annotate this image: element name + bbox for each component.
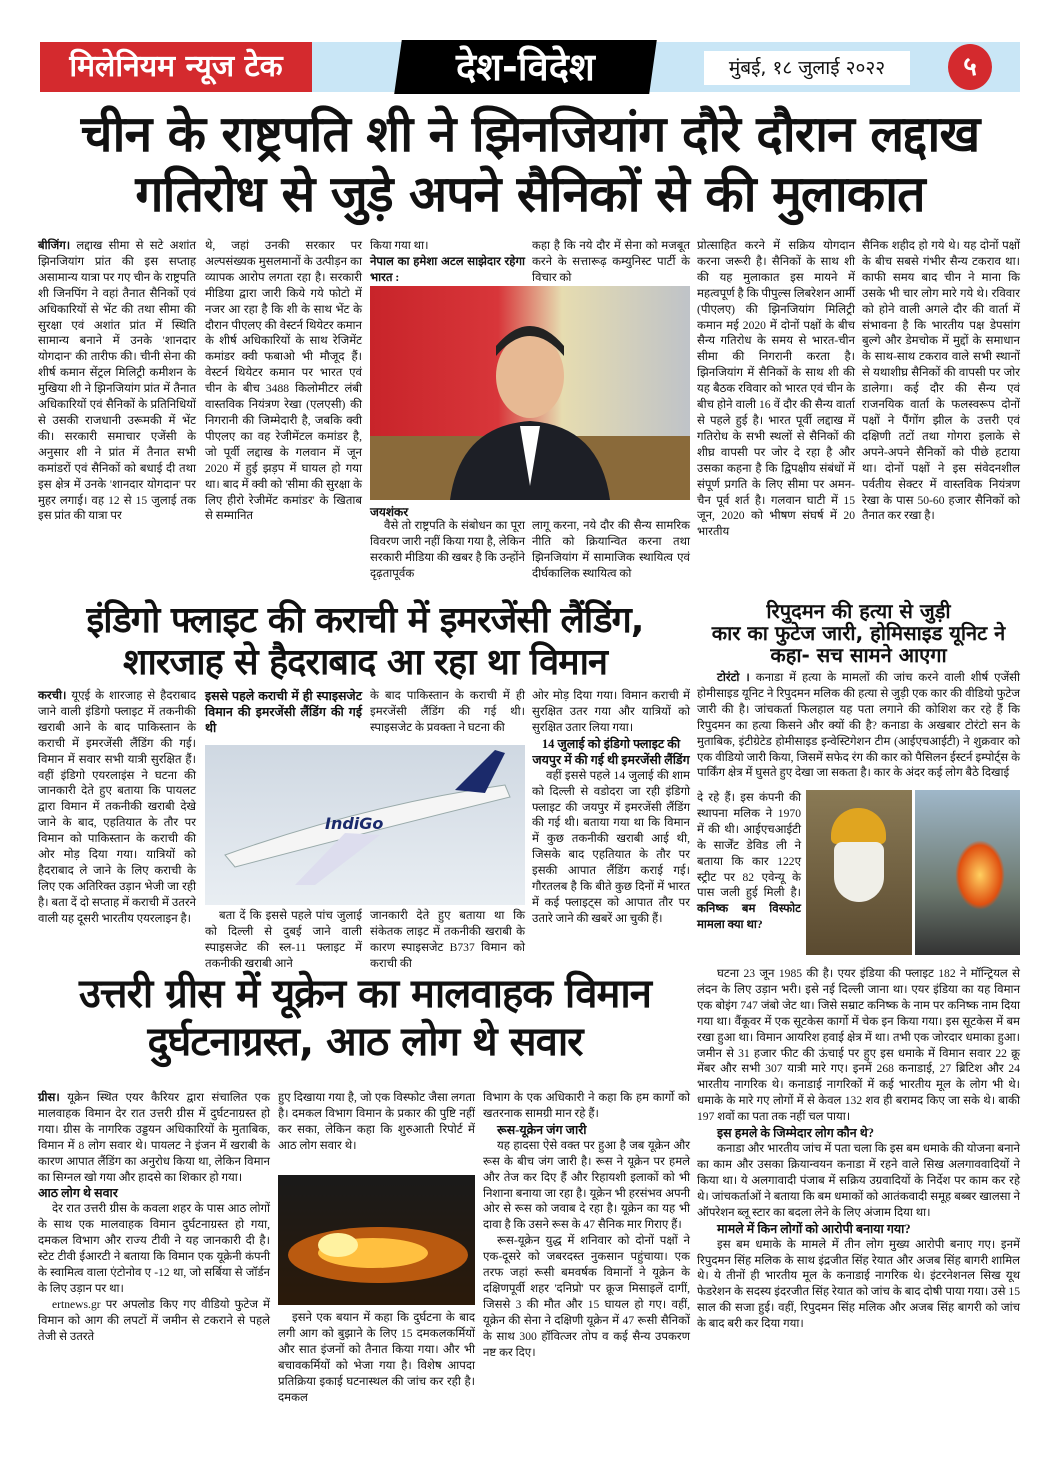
article1-column-1 bbox=[38, 238, 196, 590]
article2-column-1 bbox=[38, 688, 196, 956]
body-text: यूएई के शारजाह से हैदराबाद जाने वाली इंडिगो फ्लाइट में तकनीकी खराबी आने के बाद पाकिस्तान के कराची में इमरजेंसी लैंडिंग की गई। विमान में सवार सभी यात्री सुरक्षित हैं। वहीं इंडिगो एयरलाइंस ने घटना की जानकारी देते हुए बताया कि पायलट द्वारा विमान में तकनीकी खराबी देखे जाने के बाद, एहतियात के तौर पर विमान को पाकिस्तान के कराची की ओर मोड़ दिया गया। यात्रियों को हैदराबाद ले जाने के लिए कराची के लिए एक अतिरिक्त उड़ान भेजी जा रही है। बता दें दो सप्ताह में कराची में उतरने वाली यह दूसरी भारतीय एयरलाइन है। bbox=[38, 689, 197, 925]
subheading: मामले में किन लोगों को आरोपी बनाया गया? bbox=[717, 1221, 911, 1236]
article4-column-2-bottom: इसने एक बयान में कहा कि दुर्घटना के बाद लगी आग को बुझाने के लिए 15 दमकलकर्मियों और सात इंजनों को तैनात किया गया। और भी बचावकर्मियों को भेजा गया है। विशेष आपदा प्रतिक्रिया इकाई घटनास्थल की जांच कर रही है। दमकल bbox=[278, 1311, 475, 1404]
indigo-logo: IndiGo bbox=[325, 814, 384, 833]
headline-line: दुर्घटनाग्रस्त, आठ लोग थे सवार bbox=[147, 1019, 583, 1065]
headline-line: चीन के राष्ट्रपति शी ने झिनजियांग दौरे दौरान लद्दाख bbox=[80, 105, 980, 163]
headline-line: गतिरोध से जुड़े अपने सैनिकों से की मुलाकात bbox=[135, 165, 925, 223]
article2-column-3-bottom: जानकारी देते हुए बताया था कि संकेतक लाइट में तकनीकी खराबी के कारण स्पाइसजेट B737 विमान को कराची की bbox=[370, 909, 525, 970]
airplane-illustration bbox=[205, 745, 525, 905]
body-text: इस बम धमाके के मामले में तीन लोग मुख्य आरोपी बनाए गए। इनमें रिपुदमन सिंह मलिक के साथ इंद्रजीत सिंह रेयात और अजब सिंह बागरी शामिल थे। ये तीनों ही भारतीय मूल के कनाडाई नागरिक थे। इंटरनेशनल सिख यूथ फेडरेशन के सदस्य इंदरजीत सिंह रेयात को जांच के बाद दोषी पाया गया। उसे 15 साल की सजा हुई। वहीं, रिपुदमन सिंह मलिक और अजब सिंह बागरी को जांच के बाद बरी कर दिया गया। bbox=[697, 1237, 1020, 1331]
issue-date: मुंबई, १८ जुलाई २०२२ bbox=[704, 51, 910, 85]
burning-car-photo bbox=[915, 790, 1021, 955]
article1-column-5: प्रोत्साहित करने में सक्रिय योगदान करना जरूरी है। सैनिकों के साथ शी की यह मुलाकात इस मायने में महत्वपूर्ण है कि पीपुल्स लिबरेशन आर्मी (पीएलए) की झिनजियांग मिलिट्री कमान मई 2020 में दोनों पक्षों के बीच सैन्य गतिरोध के समय से भारत-चीन सीमा की निगरानी करता है। झिनजियांग में सैनिकों के साथ शी की यह बैठक रविवार को भारत एवं चीन के बीच होने वाली 16 वें दौर की सैन्य वार्ता से पहले हुई है। भारत पूर्वी लद्दाख में गतिरोध के सभी स्थलों से सैनिकों की शीघ्र वापसी पर जोर दे रहा है और उसका कहना है कि द्विपक्षीय संबंधों में संपूर्ण प्रगति के लिए सीमा पर अमन-चैन पूर्व शर्त है। गलवान घाटी में 15 जून, 2020 को भीषण संघर्ष में 20 भारतीय bbox=[697, 239, 855, 539]
headline-line: कहा- सच सामने आएगा bbox=[770, 643, 947, 667]
body-text: विभाग के एक अधिकारी ने कहा कि हम कार्गो को खतरनाक सामग्री मान रहे हैं। bbox=[483, 1091, 690, 1120]
indigo-plane-photo bbox=[205, 745, 525, 905]
newspaper-brand: मिलेनियम न्यूज टेक bbox=[40, 42, 312, 92]
section-title-text: देश-विदेश bbox=[456, 45, 595, 89]
dateline: ग्रीस। bbox=[38, 1091, 60, 1104]
article3-headline bbox=[697, 600, 1020, 666]
article2-headline bbox=[40, 600, 690, 684]
article2-column-3-top: के बाद पाकिस्तान के कराची में ही इमरजेंसी लैंडिंग की गई थी। स्पाइसजेट के प्रवक्ता ने घटना की bbox=[370, 689, 525, 734]
fire-illustration bbox=[278, 1175, 475, 1305]
portrait-photo bbox=[806, 790, 912, 955]
section-title bbox=[394, 40, 657, 94]
fire-shape bbox=[955, 840, 1005, 910]
article1-column-4-top: कहा है कि नये दौर में सेना को मजबूत करने के सत्तारूढ़ कम्युनिस्ट पार्टी के विचार को bbox=[532, 239, 690, 284]
article1-column-2: थे, जहां उनकी सरकार पर अल्पसंख्यक मुसलमानों के उत्पीड़न का व्यापक आरोप लगता रहा है। सरकारी मीडिया द्वारा जारी किये गये फोटो में नजर आ रहा है कि शी के साथ भेंट के दौरान पीएलए की वेस्टर्न थियेटर कमान के शीर्ष अधिकारियों के साथ रेजिमेंट कमांडर क्वी फबाओ भी मौजूद हैं। वेस्टर्न थियेटर कमान पर भारत एवं चीन के बीच 3488 किलोमीटर लंबी वास्तविक नियंत्रण रेखा (एलएसी) की निगरानी की जिम्मेदारी है, जबकि क्वी पीएलए का वह रेजीमेंटल कमांडर है, जो पूर्वी लद्दाख के गलवान में जून 2020 में हुई झड़प में घायल हो गया था। बाद में क्वी को 'सीमा की सुरक्षा के लिए हीरो रेजीमेंट कमांडर' के खिताब से सम्मानित bbox=[205, 239, 362, 523]
article4-column-3 bbox=[483, 1090, 690, 1400]
article4-column-1 bbox=[38, 1090, 270, 1400]
body-text: ओर मोड़ दिया गया। विमान कराची में सुरक्षित उतर गया और यात्रियों को सुरक्षित उतार लिया गया। bbox=[532, 689, 690, 734]
body-text: दे रहे हैं। इस कंपनी की स्थापना मलिक ने 1970 में की थी। आईएचआईटी के सार्जेंट डेविड ली ने बताया कि कार 122ए स्ट्रीट पर 82 एवेन्यू के पास जली हुई मिली है। bbox=[697, 791, 801, 900]
body-text: वहीं इससे पहले 14 जुलाई की शाम को दिल्ली से वडोदरा जा रही इंडिगो फ्लाइट की जयपुर में इमरजेंसी लैंडिंग की गई थी। बताया गया था कि विमान में कुछ तकनीकी खराबी आई थी, जिसके बाद एहतियात के तौर पर इसकी आपात लैंडिंग कराई गई। गौरतलब है कि बीते कुछ दिनों में भारत में कई फ्लाइट्स को आपात तौर पर उतारे जाने की खबरें आ चुकी हैं। bbox=[532, 768, 690, 925]
body-text: लद्दाख सीमा से सटे अशांत झिनजियांग प्रांत की इस सप्ताह असामान्य यात्रा पर गए चीन के राष्ट्रपति शी जिनपिंग ने वहां तैनात सैनिकों एवं अधिकारियों से भेंट की तथा सीमा की सुरक्षा एवं अशांत प्रांत में स्थिति सामान्य बनाने में उनके 'शानदार योगदान' की तारीफ की। चीनी सेना की शीर्ष कमान सेंट्रल मिलिट्री कमीशन के मुखिया शी ने झिनजियांग प्रांत में तैनात अधिकारियों एवं सैनिकों के प्रतिनिधियों से उसकी राजधानी उरूमकी में भेंट की। सरकारी समाचार एजेंसी के अनुसार शी ने प्रांत में तैनात सभी कमांडरों एवं सैनिकों को बधाई दी तथा इस क्षेत्र में उनके 'शानदार योगदान' पर मुहर लगाई। वह 12 से 15 जुलाई तक इस प्रांत की यात्रा पर bbox=[38, 239, 196, 523]
headline-line: उत्तरी ग्रीस में यूक्रेन का मालवाहक विमान bbox=[79, 971, 651, 1017]
body-text: रूस-यूक्रेन युद्ध में शनिवार को दोनों पक्षों ने एक-दूसरे को जबरदस्त नुकसान पहुंचाया। एक तरफ जहां रूसी बमवर्षक विमानों ने यूक्रेन के दक्षिणपूर्वी शहर 'दनिप्रो' पर क्रूज मिसाइलें दागीं, जिससे 3 की मौत और 15 घायल हो गए। वहीं, यूक्रेन की सेना ने दक्षिणी यूक्रेन में 47 रूसी सैनिकों के साथ 300 हॉवित्जर तोप व कई सैन्य उपकरण नष्ट कर दिए। bbox=[483, 1234, 690, 1359]
article1-headline bbox=[40, 104, 1020, 224]
article1-column-6: सैनिक शहीद हो गये थे। यह दोनों पक्षों के बीच सबसे गंभीर सैन्य टकराव था। काफी समय बाद चीन ने माना कि उसके भी चार लोग मारे गये थे। रविवार को होने वाली अगले दौर की वार्ता में संभावना है कि भारतीय पक्ष डेपसांग बुल्गे और डेमचोक में मुद्दों के समाधान के साथ-साथ टकराव वाले सभी स्थानों से यथाशीघ्र सैनिकों की वापसी पर जोर डालेगा। कई दौर की सैन्य एवं राजनयिक वार्ता के फलस्वरूप दोनों पक्षों ने पैंगोंग झील के उत्तरी एवं दक्षिणी तटों तथा गोगरा इलाके से अपने-अपने सैनिकों को पीछे हटाया था। दोनों पक्षों ने इस संवेदनशील पर्वतीय सेक्टर में वास्तविक नियंत्रण रेखा के पास 50-60 हजार सैनिकों को तैनात कर रखा है। bbox=[862, 239, 1020, 523]
portrait-illustration bbox=[370, 286, 690, 500]
plane-crash-photo bbox=[278, 1175, 475, 1305]
turban-shape bbox=[831, 808, 886, 844]
article3-narrow-column bbox=[697, 790, 801, 966]
article1-column-4-bottom: लागू करना, नये दौर की सैन्य सामरिक नीति को क्रियान्वित करना तथा झिनजियांग में सामाजिक स्थायित्व एवं दीर्घकालिक स्थायित्व को bbox=[532, 519, 690, 580]
body-text: कनाडा और भारतीय जांच में पता चला कि इस बम धमाके की योजना बनाने का काम और उसका क्रियान्वयन कनाडा में रहने वाले सिख अलगाववादियों ने किया था। ये अलगावादी पंजाब में सक्रिय उग्रवादियों के निर्देश पर काम कर रहे थे। जांचकर्ताओं ने बताया कि बम धमाकों को आतंकवादी समूह बब्बर खालसा ने ऑपरेशन ब्लू स्टार का बदला लेने के लिए अंजाम दिया था। bbox=[697, 1142, 1020, 1219]
article2-subheading: इससे पहले कराची में ही स्पाइसजेट विमान की इमरजेंसी लैंडिंग की गई थी bbox=[205, 689, 362, 735]
subheading: इस हमले के जिम्मेदार लोग कौन थे? bbox=[717, 1126, 875, 1141]
subheading: रूस-यूक्रेन जंग जारी bbox=[497, 1122, 587, 1137]
article1-column-3-bottom: वैसे तो राष्ट्रपति के संबोधन का पूरा विवरण जारी नहीं किया गया है, लेकिन सरकारी मीडिया की खबर है कि उन्होंने दृढ़तापूर्वक bbox=[370, 519, 525, 580]
photo-caption: जयशंकर bbox=[370, 505, 409, 519]
article4-headline bbox=[40, 970, 690, 1066]
subheading: 14 जुलाई को इंडिगो फ्लाइट की जयपुर में की गई थी इमरजेंसी लैंडिंग bbox=[532, 736, 690, 767]
body-text: देर रात उत्तरी ग्रीस के कवला शहर के पास आठ लोगों के साथ एक मालवाहक विमान दुर्घटनाग्रस्त हो गया, दमकल विभाग और राज्य टीवी ने यह जानकारी दी है। स्टेट टीवी ईआरटी ने बताया कि विमान एक यूक्रेनी कंपनी के स्वामित्व वाला एंटोनोव ए -12 था, जो सर्बिया से जॉर्डन के लिए उड़ान पर था। bbox=[38, 1202, 270, 1295]
headline-line: शारजाह से हैदराबाद आ रहा था विमान bbox=[123, 642, 607, 683]
article2-column-4 bbox=[532, 688, 690, 956]
article1-column-3-top bbox=[370, 238, 525, 286]
body-text: किया गया था। bbox=[370, 239, 429, 252]
headline-line: कार का फुटेज जारी, होमिसाइड यूनिट ने bbox=[711, 621, 1006, 645]
article4-column-2-top: हुए दिखाया गया है, जो एक विस्फोट जैसा लगता है। दमकल विभाग विमान के प्रकार की पुष्टि नहीं कर सका, लेकिन कहा कि शुरुआती रिपोर्ट में आठ लोग सवार थे। bbox=[278, 1091, 475, 1152]
headline-line: रिपुदमन की हत्या से जुड़ी bbox=[766, 599, 951, 623]
headline-line: इंडिगो फ्लाइट की कराची में इमरजेंसी लैंडिंग, bbox=[86, 600, 644, 641]
ripudaman-photos bbox=[806, 790, 1020, 955]
subheading: नेपाल का हमेशा अटल साझेदार रहेगा भारत : bbox=[370, 254, 525, 284]
article2-column-2-bottom: बता दें कि इससे पहले पांच जुलाई को दिल्ली से दुबई जाने वाली स्पाइसजेट की स्ल-11 फ्लाइट में तकनीकी खराबी आने bbox=[205, 909, 362, 970]
beard-shape bbox=[834, 842, 884, 902]
article3-body bbox=[697, 966, 1020, 1398]
dateline: बीजिंग। bbox=[38, 239, 71, 252]
subheading: आठ लोग थे सवार bbox=[38, 1186, 118, 1201]
dateline: टोरंटो । bbox=[717, 671, 750, 684]
article3-intro bbox=[697, 670, 1020, 791]
dateline: करची। bbox=[38, 689, 67, 702]
body-text: कनाडा में हत्या के मामलों की जांच करने वाली शीर्ष एजेंसी होमीसाइड यूनिट ने रिपुदमन मलिक की हत्या से जुड़ी एक कार की वीडियो फुटेज जारी की है। जांचकर्ता फिलहाल यह पता लगाने की कोशिश कर रहे हैं कि रिपुदमन का हत्या किसने और क्यों की है? कनाडा के अखबार टोरंटो सन के मुताबिक, इंटीग्रेटेड होमीसाइड इन्वेस्टिगेशन टीम (आईएचआईटी) ने शुक्रवार को एक वीडियो जारी किया, जिसमें सफेद रंग की कार को पैसिलन ईस्टर्न इम्पोर्ट्स के पार्किंग क्षेत्र में घुसते हुए देखा जा सकता है। कार के अंदर कई लोग बैठे दिखाई bbox=[697, 671, 1021, 780]
body-text: यह हादसा ऐसे वक्त पर हुआ है जब यूक्रेन और रूस के बीच जंग जारी है। रूस ने यूक्रेन पर हमले और तेज कर दिए हैं और रिहायशी इलाकों को भी निशाना बनाया जा रहा है। यूक्रेन भी हरसंभव अपनी ओर से रूस को जवाब दे रहा है। यूक्रेन का यह भी दावा है कि उसने रूस के 47 सैनिक मार गिराए हैं। bbox=[483, 1138, 690, 1232]
xi-jinping-photo bbox=[370, 286, 690, 500]
body-text: घटना 23 जून 1985 की है। एयर इंडिया की फ्लाइट 182 ने मॉन्ट्रियल से लंदन के लिए उड़ान भरी। इसे नई दिल्ली जाना था। एयर इंडिया का यह विमान एक बोइंग 747 जंबो जेट था। जिसे सम्राट कनिष्क के नाम पर कनिष्क नाम दिया गया था। वैंकूवर में एक सूटकेस कार्गो में चेक इन किया गया। इस सूटकेस में बम रखा हुआ था। विमान आयरिश हवाई क्षेत्र में था। तभी एक जोरदार धमाका हुआ। जमीन से 31 हजार फीट की ऊंचाई पर हुए इस धमाके में विमान सवार 22 क्रू मेंबर और सभी 307 यात्री मारे गए। इनमें 268 कनाडाई, 27 ब्रिटिश और 24 भारतीय नागरिक थे। कनाडाई नागरिकों में कई भारतीय मूल के लोग भी थे। धमाके के मारे गए लोगों में से केवल 132 शव ही बरामद किए जा सके थे। बाकी 197 शवों का पता तक नहीं चल पाया। bbox=[697, 967, 1020, 1124]
body-text: यूक्रेन स्थित एयर कैरियर द्वारा संचालित एक मालवाहक विमान देर रात उत्तरी ग्रीस में दुर्घटनाग्रस्त हो गया। ग्रीस के नागरिक उड्डयन अधिकारियों के मुताबिक, विमान में 8 लोग सवार थे। पायलट ने इंजन में खराबी के कारण आपात लैंडिंग का अनुरोध किया था, लेकिन विमान का सिग्नल खो गया और हादसे का शिकार हो गया। bbox=[38, 1091, 270, 1184]
page-number: ५ bbox=[948, 44, 992, 90]
subheading: कनिष्क बम विस्फोट मामला क्या था? bbox=[697, 902, 801, 932]
body-text: ertnews.gr पर अपलोड किए गए वीडियो फुटेज में विमान को आग की लपटों में जमीन से टकराने से पहले तेजी से उतरते bbox=[38, 1297, 270, 1343]
